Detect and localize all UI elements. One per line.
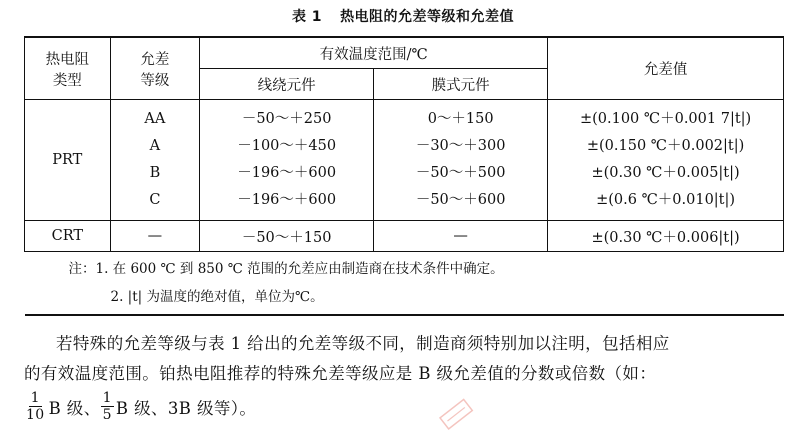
fraction-suffix-1: B 级、	[48, 398, 101, 418]
paragraph-line-1: 若特殊的允差等级与表 1 给出的允差等级不同，制造商须特别加以注明，包括相应	[56, 334, 670, 353]
cell-grade: AA	[144, 111, 166, 127]
cell-tolerance-value: ±(0.30 ℃＋0.005|t|)	[591, 165, 740, 181]
cell-film-range: 0～＋150	[427, 111, 494, 127]
fraction-denominator: 5	[102, 407, 112, 423]
header-type-line2: 类型	[52, 72, 82, 89]
fraction-numerator: 1	[30, 390, 40, 406]
table-title: 热电阻的允差等级和允差值	[340, 9, 515, 25]
cell-tolerance-value: ±(0.150 ℃＋0.002|t|)	[586, 138, 745, 154]
header-grade-line1: 允差	[140, 51, 170, 68]
header-type-line1: 热电阻	[45, 51, 90, 68]
table-row-prt	[25, 100, 784, 221]
header-wire: 线绕元件	[200, 69, 374, 100]
cell-value-prt	[548, 100, 784, 221]
paragraph-line-2: 的有效温度范围。铂热电阻推荐的特殊允差等级应是 B 级允差值的分数或倍数（如：	[24, 364, 657, 383]
cell-wire-crt: －50～＋150	[200, 221, 374, 252]
cell-film-range: －50～＋500	[415, 165, 506, 181]
header-range-group: 有效温度范围/℃	[200, 37, 548, 69]
cell-tolerance-value: ±(0.100 ℃＋0.001 7|t|)	[579, 111, 752, 127]
fraction-numerator: 1	[102, 390, 112, 406]
table-notes	[25, 252, 784, 316]
fraction-one-tenth	[24, 390, 47, 423]
cell-grade: A	[149, 138, 161, 154]
table-caption	[0, 6, 806, 26]
cell-type-crt: CRT	[25, 221, 111, 252]
table-number: 表 1	[291, 9, 323, 25]
header-grade-line2: 等级	[140, 72, 170, 89]
header-tolerance: 允差值	[548, 37, 784, 100]
note-1: 注：1. 在 600 ℃ 到 850 ℃ 范围的允差应由制造商在技术条件中确定。	[68, 261, 504, 277]
cell-grade: C	[149, 192, 161, 208]
cell-wire-range: －196～＋600	[237, 192, 337, 208]
cell-value-crt: ±(0.30 ℃＋0.006|t|)	[548, 221, 784, 252]
header-type	[25, 37, 111, 100]
cell-film-range: －30～＋300	[415, 138, 506, 154]
header-row-1	[25, 37, 784, 69]
cell-film-range: －50～＋600	[415, 192, 506, 208]
cell-grade: B	[149, 165, 161, 181]
cell-wire-range: －50～＋250	[241, 111, 332, 127]
paragraph-line-3	[24, 390, 784, 423]
cell-wire-prt	[200, 100, 374, 221]
header-film: 膜式元件	[374, 69, 548, 100]
cell-film-prt	[374, 100, 548, 221]
fraction-one-fifth	[101, 390, 114, 423]
cell-type-prt: PRT	[25, 100, 111, 221]
cell-wire-range: －196～＋600	[237, 165, 337, 181]
fraction-denominator: 10	[26, 407, 45, 423]
tolerance-table	[24, 36, 784, 316]
table-row-crt	[25, 221, 784, 252]
cell-wire-range: －100～＋450	[237, 138, 337, 154]
table-notes-row	[25, 252, 784, 316]
header-grade	[110, 37, 200, 100]
cell-grade-crt: —	[110, 221, 200, 252]
cell-grades-prt	[110, 100, 200, 221]
cell-film-crt: —	[374, 221, 548, 252]
cell-tolerance-value: ±(0.6 ℃＋0.010|t|)	[596, 192, 736, 208]
fraction-suffix-2: B 级、3B 级等）。	[115, 398, 257, 418]
note-2: 2. |t| 为温度的绝对值，单位为℃。	[110, 289, 324, 305]
